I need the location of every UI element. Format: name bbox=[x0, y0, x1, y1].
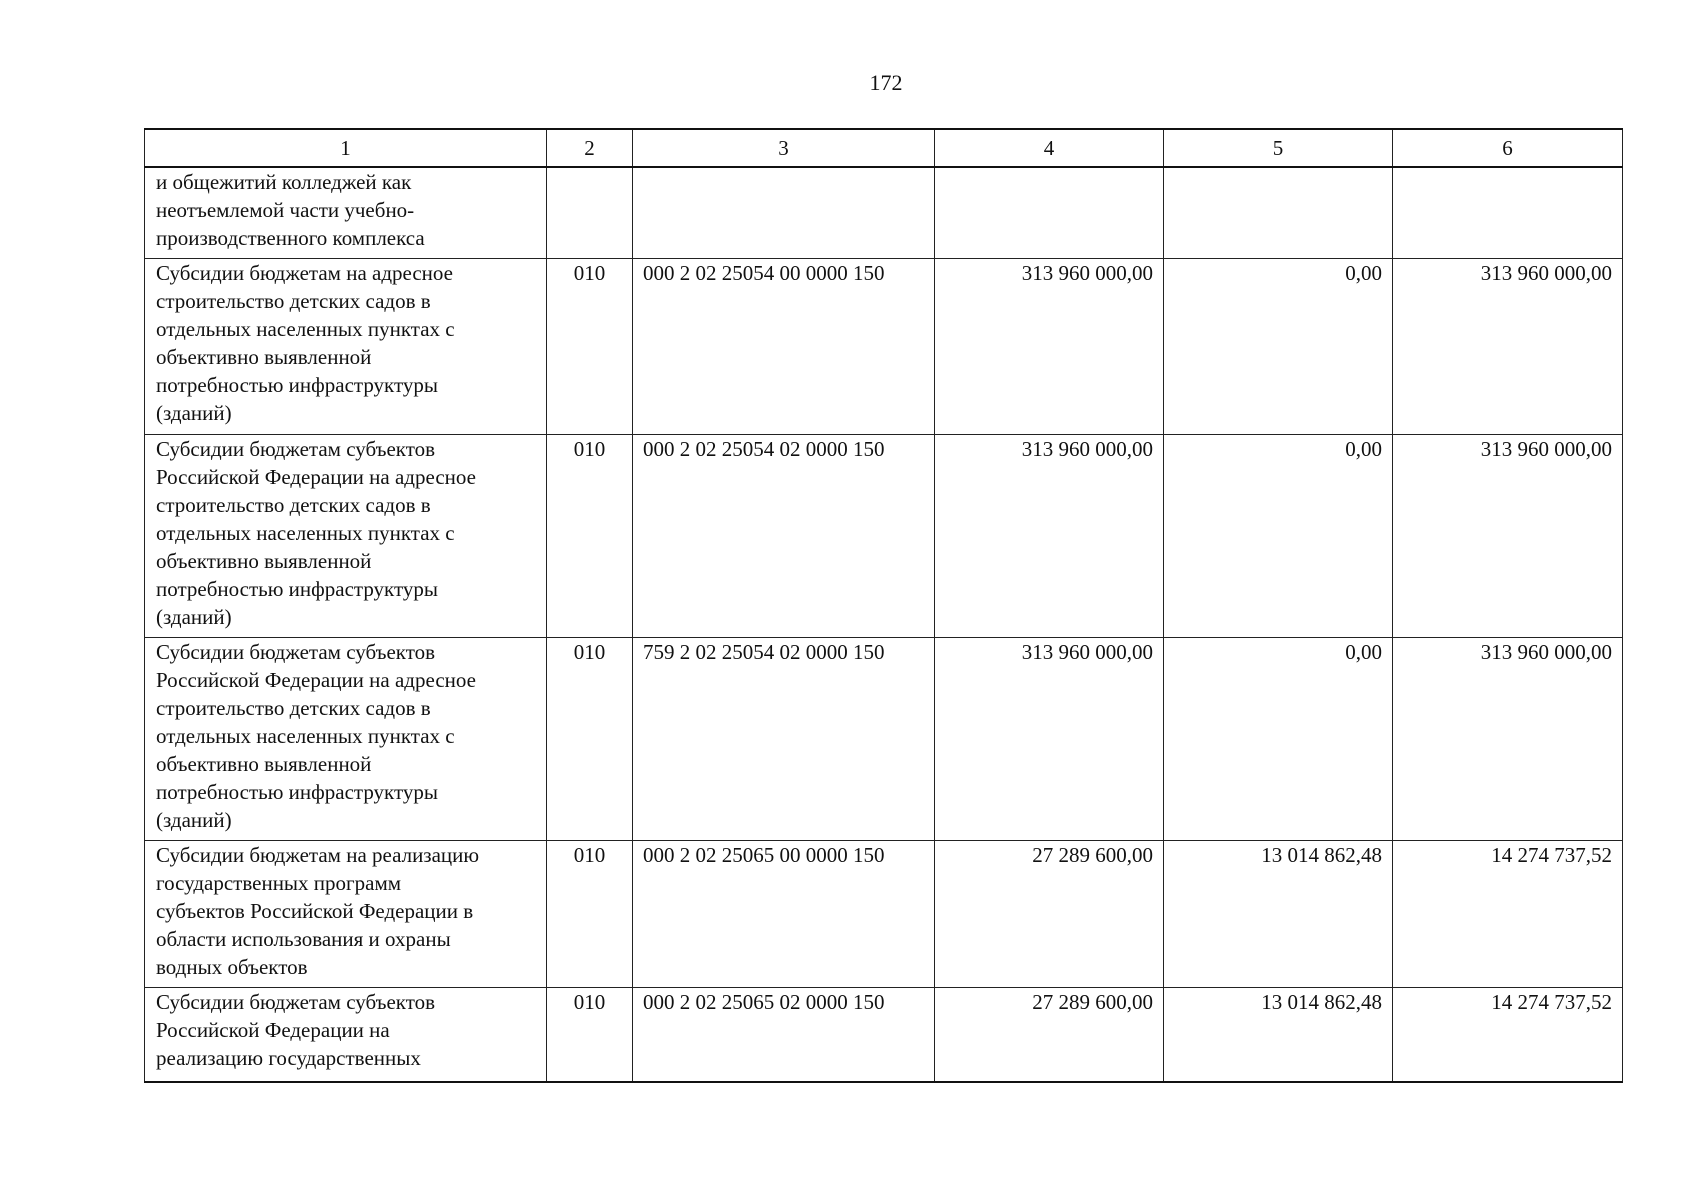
budget-table bbox=[144, 128, 1623, 1083]
row-name: Субсидии бюджетам субъектов Российской Федерации на адресное строительство детских садов в отдельных населенных пунктах с объективно выявленной потребностью инфраструктуры (зданий) bbox=[156, 639, 476, 832]
row-planned: 27 289 600,00 bbox=[935, 987, 1164, 1082]
table-row bbox=[145, 434, 1623, 637]
row-line-code: 010 bbox=[547, 637, 633, 840]
row-executed: 0,00 bbox=[1164, 258, 1393, 434]
row-planned: 313 960 000,00 bbox=[935, 258, 1164, 434]
column-header-1: 1 bbox=[145, 129, 547, 167]
row-name: Субсидии бюджетам субъектов Российской Федерации на адресное строительство детских садов в отдельных населенных пунктах с объективно выявленной потребностью инфраструктуры (зданий) bbox=[156, 436, 476, 629]
row-name: Субсидии бюджетам субъектов Российской Федерации на реализацию государственных bbox=[156, 989, 436, 1070]
row-planned: 313 960 000,00 bbox=[935, 637, 1164, 840]
row-budget-code: 000 2 02 25065 00 0000 150 bbox=[633, 840, 935, 987]
row-remaining: 14 274 737,52 bbox=[1393, 840, 1623, 987]
row-executed: 0,00 bbox=[1164, 434, 1393, 637]
table-row bbox=[145, 258, 1623, 434]
row-name: Субсидии бюджетам на реализацию государственных программ субъектов Российской Федерации в области использования и охраны водных объектов bbox=[156, 842, 480, 979]
row-planned bbox=[935, 167, 1164, 258]
row-executed bbox=[1164, 167, 1393, 258]
row-remaining bbox=[1393, 167, 1623, 258]
row-remaining: 313 960 000,00 bbox=[1393, 258, 1623, 434]
row-name-cell bbox=[145, 167, 547, 258]
row-remaining: 14 274 737,52 bbox=[1393, 987, 1623, 1082]
row-name: Субсидии бюджетам на адресное строительство детских садов в отдельных населенных пунктах с объективно выявленной потребностью инфраструктуры (зданий) bbox=[156, 260, 455, 425]
row-remaining: 313 960 000,00 bbox=[1393, 637, 1623, 840]
table-row bbox=[145, 637, 1623, 840]
row-line-code: 010 bbox=[547, 434, 633, 637]
row-name-cell bbox=[145, 258, 547, 434]
row-planned: 313 960 000,00 bbox=[935, 434, 1164, 637]
column-header-3: 3 bbox=[633, 129, 935, 167]
row-line-code: 010 bbox=[547, 258, 633, 434]
row-budget-code: 000 2 02 25065 02 0000 150 bbox=[633, 987, 935, 1082]
table-header-row bbox=[145, 129, 1623, 167]
page-number: 172 bbox=[869, 70, 903, 95]
row-name-cell bbox=[145, 840, 547, 987]
row-line-code: 010 bbox=[547, 840, 633, 987]
row-name-cell bbox=[145, 637, 547, 840]
row-budget-code: 000 2 02 25054 02 0000 150 bbox=[633, 434, 935, 637]
row-remaining: 313 960 000,00 bbox=[1393, 434, 1623, 637]
row-line-code bbox=[547, 167, 633, 258]
table-row bbox=[145, 167, 1623, 258]
column-header-4: 4 bbox=[935, 129, 1164, 167]
row-line-code: 010 bbox=[547, 987, 633, 1082]
table-row bbox=[145, 840, 1623, 987]
column-header-5: 5 bbox=[1164, 129, 1393, 167]
row-budget-code: 000 2 02 25054 00 0000 150 bbox=[633, 258, 935, 434]
row-executed: 0,00 bbox=[1164, 637, 1393, 840]
column-header-6: 6 bbox=[1393, 129, 1623, 167]
row-budget-code bbox=[633, 167, 935, 258]
table-row bbox=[145, 987, 1623, 1082]
row-executed: 13 014 862,48 bbox=[1164, 840, 1393, 987]
row-name-cell bbox=[145, 434, 547, 637]
column-header-2: 2 bbox=[547, 129, 633, 167]
row-name: и общежитий колледжей как неотъемлемой части учебно- производственного комплекса bbox=[156, 170, 425, 250]
row-name-cell bbox=[145, 987, 547, 1082]
row-budget-code: 759 2 02 25054 02 0000 150 bbox=[633, 637, 935, 840]
row-executed: 13 014 862,48 bbox=[1164, 987, 1393, 1082]
row-planned: 27 289 600,00 bbox=[935, 840, 1164, 987]
